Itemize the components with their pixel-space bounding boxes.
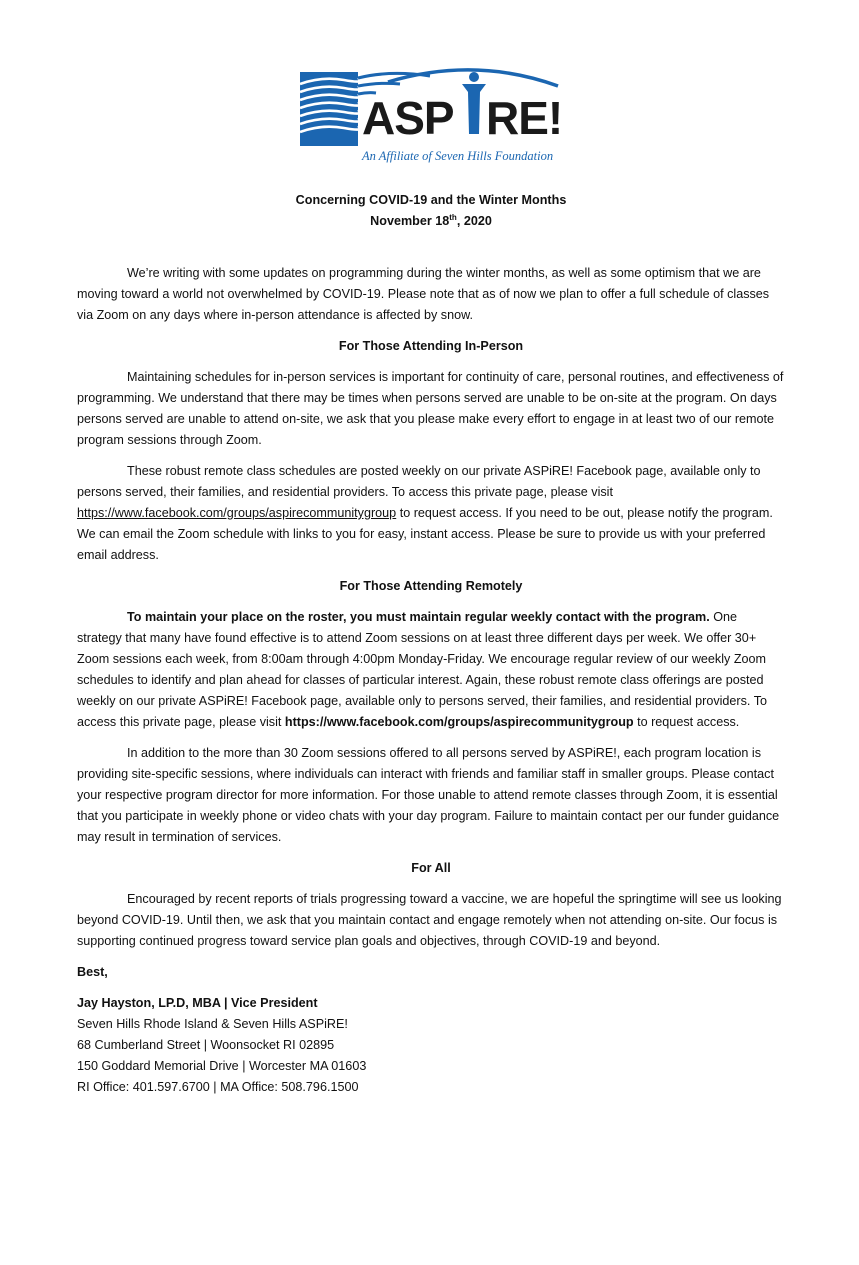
signature-name: Jay Hayston, LP.D, MBA | Vice President bbox=[77, 996, 318, 1010]
in-person-paragraph-1: Maintaining schedules for in-person services is important for continuity of care, personal routines, and effectiveness of programming. We understand that there may be times when persons served are unable to be on-site at the program. On days persons served are unable to attend on-site, we ask that you please make every effort to engage in at least two of our remote program sessions through Zoom. bbox=[77, 370, 784, 447]
signature-block bbox=[77, 993, 785, 1098]
signature-address-2: 150 Goddard Memorial Drive | Worcester MA 01603 bbox=[77, 1059, 367, 1073]
facebook-group-link[interactable]: https://www.facebook.com/groups/aspirecommunitygroup bbox=[77, 506, 397, 520]
in-person-paragraph-2: These robust remote class schedules are posted weekly on our private ASPiRE! Facebook page, available only to persons served, their families, and residential providers. To access this private page, please visit https://www.facebook.com/groups/aspirecommunitygroup to request access. If you need to be out, please notify the program. We can email the Zoom schedule with links to you for easy, instant access. Please be sure to provide us with your preferred email address. bbox=[77, 464, 773, 562]
remote-paragraph-1: To maintain your place on the roster, you must maintain regular weekly contact with the program. One strategy that many have found effective is to attend Zoom sessions on at least three different days per week. We offer 30+ Zoom sessions each week, from 8:00am through 4:00pm Monday-Friday. We encourage regular review of our weekly Zoom schedules to identify and plan ahead for classes of particular interest. Again, these robust remote class offerings are posted weekly on our private ASPiRE! Facebook page, available only to persons served, their families, and residential providers. To access this private page, please visit https://www.facebook.com/groups/aspirecommunitygroup to request access. bbox=[77, 610, 767, 729]
letter-date: November 18th, 2020 bbox=[370, 212, 492, 228]
signature-address-1: 68 Cumberland Street | Woonsocket RI 02895 bbox=[77, 1038, 335, 1052]
signature-org: Seven Hills Rhode Island & Seven Hills ASPiRE! bbox=[77, 1017, 348, 1031]
logo-tagline: An Affiliate of Seven Hills Foundation bbox=[362, 149, 554, 163]
heading-for-all: For All bbox=[411, 861, 451, 875]
svg-text:RE!: RE! bbox=[486, 92, 562, 144]
letter-body bbox=[77, 190, 785, 1098]
heading-in-person: For Those Attending In-Person bbox=[338, 339, 524, 353]
heading-remote: For Those Attending Remotely bbox=[339, 579, 523, 593]
letter-title: Concerning COVID-19 and the Winter Months bbox=[295, 193, 567, 207]
remote-paragraph-2: In addition to the more than 30 Zoom sessions offered to all persons served by ASPiRE!, each program location is providing site-specific sessions, where individuals can interact with friends and familiar staff in smaller groups. Please contact your respective program director for more information. For those unable to attend remote classes through Zoom, it is essential that you participate in weekly phone or video chats with your day program. Failure to maintain contact per our funder guidance may result in termination of services. bbox=[77, 746, 780, 844]
for-all-paragraph: Encouraged by recent reports of trials progressing toward a vaccine, we are hopeful the springtime will see us looking beyond COVID-19. Until then, we ask that you maintain contact and engage remotely when not attending on-site. Our focus is supporting continued progress toward service plan goals and objectives, through COVID-19 and beyond. bbox=[77, 892, 782, 948]
facebook-group-url-bold: https://www.facebook.com/groups/aspirecommunitygroup bbox=[284, 715, 634, 729]
intro-paragraph: We’re writing with some updates on programming during the winter months, as well as some optimism that we are moving toward a world not overwhelmed by COVID-19. Please note that as of now we plan to offer a full schedule of classes via Zoom on any days where in-person attendance is affected by snow. bbox=[77, 266, 770, 322]
signature-phones: RI Office: 401.597.6700 | MA Office: 508.796.1500 bbox=[77, 1080, 359, 1094]
person-figure-icon bbox=[462, 72, 486, 134]
aspire-logo bbox=[300, 62, 562, 166]
logo-wordmark: ASP bbox=[362, 92, 454, 144]
aspire-logo-graphic bbox=[300, 62, 562, 166]
closing: Best, bbox=[77, 965, 108, 979]
